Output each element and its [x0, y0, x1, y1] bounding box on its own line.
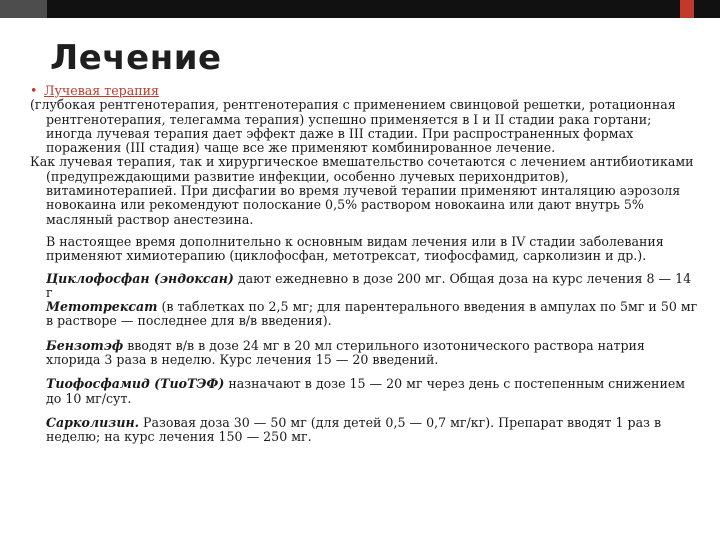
- drug-item-5: [46, 416, 700, 445]
- drug-text: Разовая доза 30 — 50 мг (для детей 0,5 — 0,7 мг/кг). Препарат вводят 1 раз в неделю; на курс лечения 150 — 250 мг.: [46, 414, 662, 445]
- top-bar-tab: [0, 0, 47, 18]
- paragraph-3: В настоящее время дополнительно к основным видам лечения или в IV стадии заболевания применяют химиотерапию (циклофосфан, метотрексат, тиофосфамид, сарколизин и др.).: [46, 233, 664, 264]
- page-title: Лечение: [50, 38, 222, 78]
- drug-name: Тиофосфамид (ТиоТЭФ): [46, 376, 225, 392]
- paragraph-1: (глубокая рентгенотерапия, рентгенотерапия с применением свинцовой решетки, ротационная рентгенотерапия, телегамма терапия) успешно применяется в I и II стадии рака гортани; иногда лучевая терапия дает эффект даже в III стадии. При распространенных формах поражения (III стадия) чаще все же применяют комбинированное лечение.: [30, 97, 676, 156]
- drug-name: Метотрексат: [46, 299, 158, 315]
- drug-text: назначают в дозе 15 — 20 мг через день с постепенным снижением до 10 мг/сут.: [46, 376, 686, 406]
- drug-name: Бензотэф: [46, 337, 124, 353]
- drug-text: дают ежедневно в дозе 200 мг. Общая доза на курс лечения 8 — 14 г: [46, 270, 692, 300]
- slide-content: [30, 84, 700, 455]
- drug-name: Циклофосфан (эндоксан): [46, 270, 234, 286]
- drug-text: вводят в/в в дозе 24 мг в 20 мл стерильного изотонического раствора натрия хлорида 3 раза в неделю. Курс лечения 15 — 20 введений.: [46, 337, 645, 368]
- bullet-item: [30, 84, 700, 98]
- drug-item-4: [46, 377, 700, 406]
- paragraph-2: Как лучевая терапия, так и хирургическое вмешательство сочетаются с лечением антибиотиками (предупреждающими развитие инфекции, особенно лучевых перихондритов), витаминотерапией. При дисфагии во время лучевой терапии применяют инталяцию аэрозоля новокаина или рекомендуют полоскание 0,5% раствором новокаина или дают внутрь 5% масляный раствор анестезина.: [30, 154, 694, 227]
- top-bar-accent: [680, 0, 694, 18]
- drug-name: Сарколизин.: [46, 414, 140, 430]
- drug-item-2: [46, 300, 700, 329]
- drug-text: (в таблетках по 2,5 мг; для парентерального введения в ампулах по 5мг и 50 мг в растворе — последнее для в/в введения).: [46, 299, 698, 329]
- top-bar: [0, 0, 720, 18]
- drug-item-1: [46, 272, 700, 301]
- bullet-icon: •: [30, 83, 38, 98]
- drug-item-3: [46, 339, 700, 368]
- radiation-therapy-link[interactable]: Лучевая терапия: [44, 83, 159, 98]
